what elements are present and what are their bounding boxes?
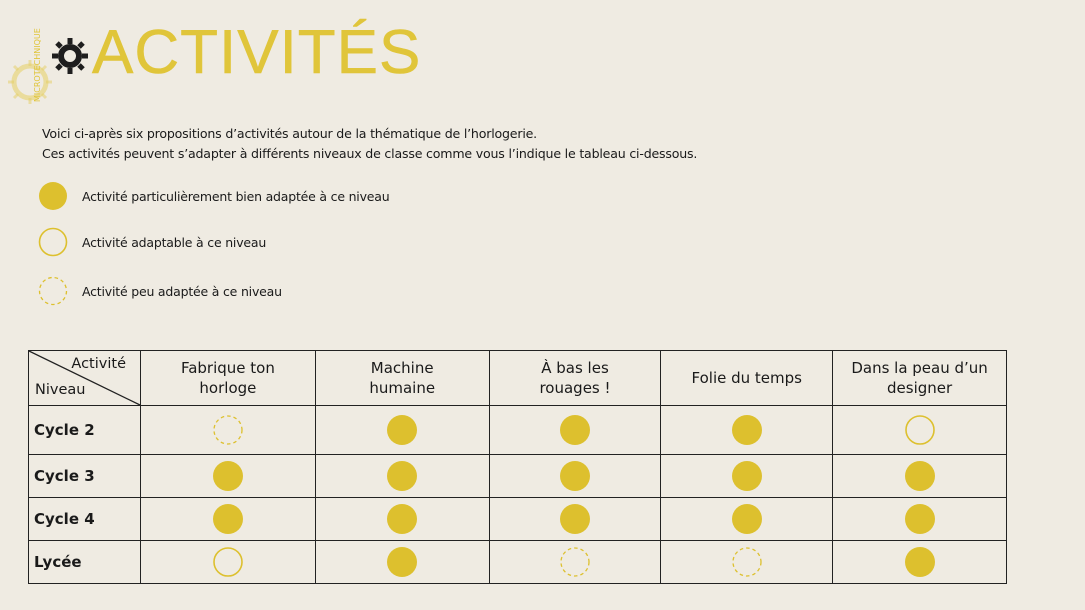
status-cell [489,406,661,455]
filled-circle-icon [731,460,763,492]
status-cell [661,455,833,498]
status-mark [214,416,242,444]
table-header-row [29,351,1007,406]
status-mark [905,461,935,491]
column-header-line: Folie du temps [691,369,802,387]
table-row [29,406,1007,455]
status-mark [732,461,762,491]
filled-circle-icon [559,503,591,535]
column-header-line: horloge [199,379,257,397]
status-cell [661,406,833,455]
column-header-fabrique-ton-horloge [141,351,316,406]
column-header-line: humaine [369,379,436,397]
filled-circle-icon [386,460,418,492]
level-label: Cycle 4 [29,498,141,541]
status-mark [387,461,417,491]
status-cell [833,455,1007,498]
status-mark [387,547,417,577]
dashed-circle-icon [212,414,244,446]
microtechnique-logo [4,4,90,104]
status-mark [905,504,935,534]
status-cell [141,455,316,498]
column-header-line: À bas les [541,359,609,377]
status-mark [561,548,589,576]
logo-text: MICROTECHNIQUE [33,28,42,102]
column-header-dans-la-peau-d-un-designer [833,351,1007,406]
status-cell [315,406,489,455]
status-cell [661,541,833,584]
page-title: ACTIVITÉS [92,18,422,87]
table-row [29,455,1007,498]
intro-line: Voici ci-après six propositions d’activités autour de la thématique de l’horlogerie. [42,126,537,141]
status-cell [833,541,1007,584]
filled-circle-icon [212,503,244,535]
status-cell [661,498,833,541]
column-header-line: Dans la peau d’un [851,359,988,377]
column-header-line: designer [887,379,953,397]
activity-level-table [28,350,1007,584]
status-mark [387,504,417,534]
corner-activity-label: Activité [71,356,126,372]
filled-circle-icon [731,414,763,446]
column-header-machine-humaine [315,351,489,406]
table-body [29,406,1007,584]
status-cell [489,455,661,498]
status-mark [732,415,762,445]
outline-circle-icon [904,414,936,446]
column-header-a-bas-les-rouages [489,351,661,406]
dashed-circle-icon [731,546,763,578]
status-cell [141,498,316,541]
status-cell [489,541,661,584]
filled-circle-icon [386,546,418,578]
corner-level-label: Niveau [35,382,86,398]
dashed-circle-icon [38,276,68,306]
outline-circle-icon [38,227,68,257]
filled-circle-icon [386,503,418,535]
status-mark [733,548,761,576]
status-mark [387,415,417,445]
column-header-line: Machine [370,359,434,377]
column-header-folie-du-temps [661,351,833,406]
filled-circle-icon [731,503,763,535]
legend-item-full [38,180,389,212]
status-mark [213,504,243,534]
filled-circle-icon [904,503,936,535]
legend-label: Activité particulièrement bien adaptée à ce niveau [82,188,390,204]
column-header-line: rouages ! [539,379,611,397]
intro-line: Ces activités peuvent s’adapter à différents niveaux de classe comme vous l’indique le tableau ci-dessous. [42,146,698,161]
table-row [29,541,1007,584]
level-label: Cycle 2 [29,406,141,455]
status-cell [315,498,489,541]
filled-circle-icon [38,181,68,211]
status-mark [560,415,590,445]
status-cell [315,541,489,584]
status-mark [213,461,243,491]
status-mark [560,461,590,491]
legend-label: Activité peu adaptée à ce niveau [82,283,282,299]
legend-item-outline [38,226,266,258]
status-cell [141,406,316,455]
level-label: Cycle 3 [29,455,141,498]
outline-circle-icon [212,546,244,578]
status-cell [833,498,1007,541]
column-header-line: Fabrique ton [180,359,275,377]
filled-circle-icon [212,460,244,492]
status-cell [141,541,316,584]
status-mark [560,504,590,534]
status-mark [906,416,934,444]
table-row [29,498,1007,541]
status-mark [732,504,762,534]
filled-circle-icon [386,414,418,446]
status-mark [214,548,242,576]
legend-label: Activité adaptable à ce niveau [82,234,267,250]
filled-circle-icon [559,414,591,446]
status-cell [315,455,489,498]
intro-text [42,124,697,164]
filled-circle-icon [904,460,936,492]
status-cell [833,406,1007,455]
dashed-circle-icon [559,546,591,578]
filled-circle-icon [904,546,936,578]
gear-icon [52,38,88,74]
status-cell [489,498,661,541]
level-label: Lycée [29,541,141,584]
filled-circle-icon [559,460,591,492]
table-corner [29,351,141,406]
status-mark [905,547,935,577]
legend-item-dashed [38,275,282,307]
